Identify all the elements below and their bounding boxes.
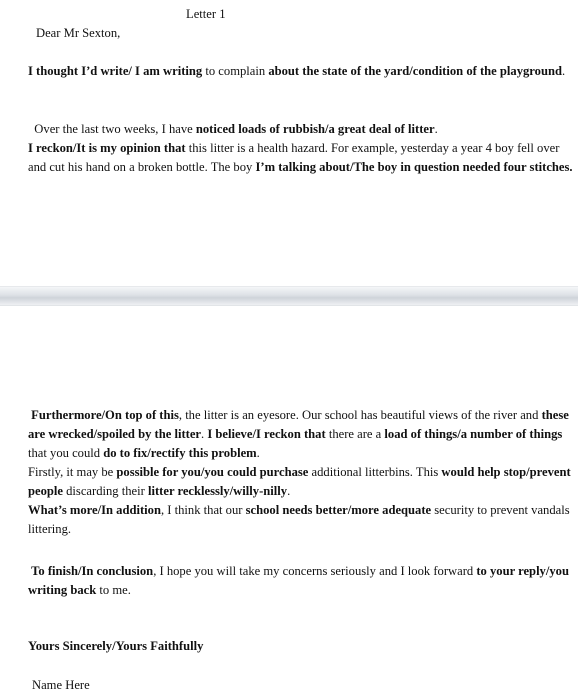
paragraph-problem: Over the last two weeks, I have noticed loads of rubbish/a great deal of litter. I reckon/It is my opinion that this litter is a health hazard. For example, yesterday a year 4 boy fell over and cut his hand on a broken bottle. The boy I’m talking about/The boy in question needed four stitches.	[28, 122, 573, 174]
salutation: Dear Mr Sexton,	[36, 26, 121, 40]
paragraph-intro: I thought I’d write/ I am writing to complain about the state of the yard/condition of the playground.	[28, 64, 566, 78]
sign-off: Yours Sincerely/Yours Faithfully	[28, 639, 204, 653]
signer-name: Name Here	[32, 678, 90, 692]
paragraph-conclusion: To finish/In conclusion, I hope you will take my concerns seriously and I look forward to your reply/you writing back to me.	[28, 564, 569, 597]
page-separator	[0, 286, 578, 306]
letter-title: Letter 1	[186, 7, 226, 21]
paragraph-details: Furthermore/On top of this, the litter is an eyesore. Our school has beautiful views of the river and these are wrecked/spoiled by the litter. I believe/I reckon that there are a load of things/a number of things that you could do to fix/rectify this problem. Firstly, it may be possible for you/you could purchase additional litterbins. This would help stop/prevent people discarding their litter recklessly/willy-nilly. What’s more/In addition, I think that our school needs better/more adequate security to prevent vandals littering.	[28, 408, 571, 536]
